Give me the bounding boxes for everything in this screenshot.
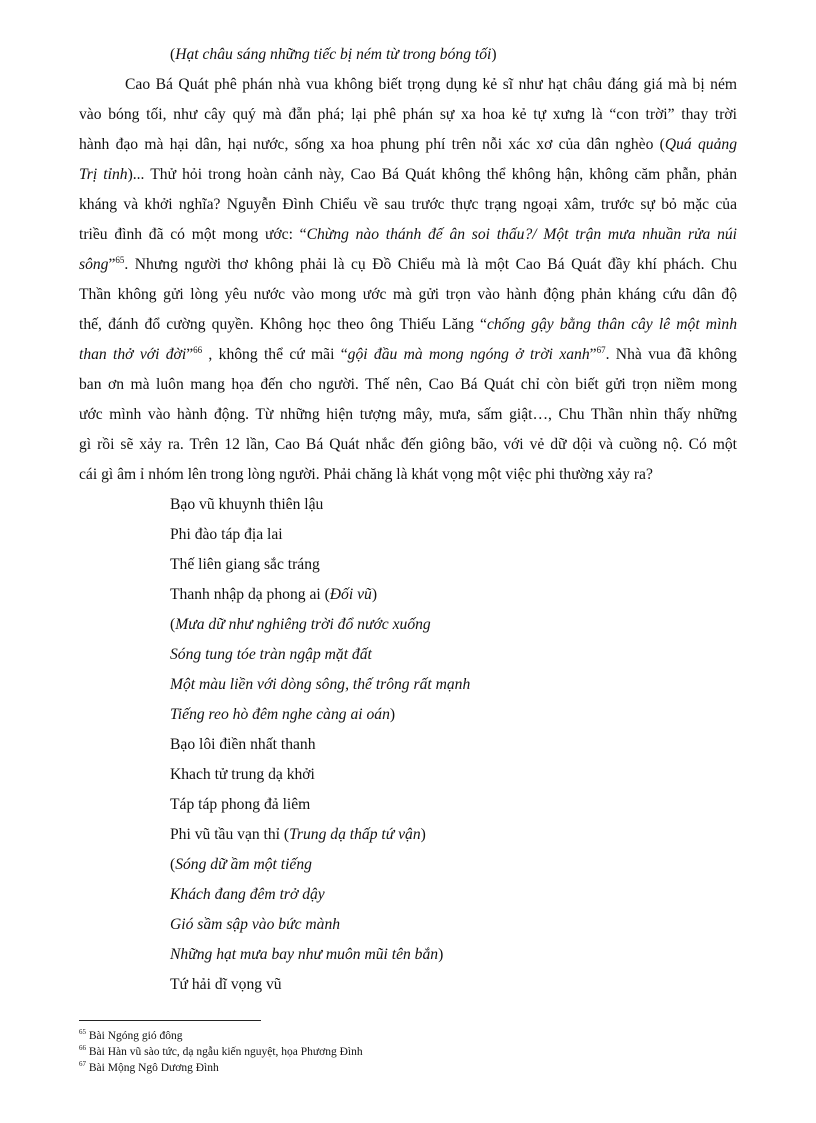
poem-verse: Khach tử trung dạ khởi [170,766,315,783]
footnote-ref-65[interactable]: 65 [115,254,125,265]
poem-translation: Một màu liền với dòng sông, thế trông rất mạnh [170,676,471,693]
poem-verse: Thanh nhập dạ phong ai (Đối vũ) [170,586,378,603]
poem-verse: Phi đào táp địa lai [170,526,283,543]
translated-title-line: (Hạt châu sáng những tiếc bị ném từ trong bóng tối) [170,46,497,63]
poem-verse: Phi vũ tầu vạn thỉ (Trung dạ thấp tứ vận) [170,826,426,843]
footnote-separator [79,1020,261,1021]
paragraph-line: triều đình đã có một mong ước: “Chừng nào thánh đế ân soi thấu?/ Một trận mưa nhuần rửa núi [79,226,737,243]
poem-verse: Bạo vũ khuynh thiên lậu [170,496,324,513]
paragraph-line: thế, đánh đổ cường quyền. Không học theo ông Thiếu Lăng “chống gậy bằng thân cây lê một mình [79,316,737,333]
poem-translation: Những hạt mưa bay như muôn mũi tên bắn) [170,946,444,963]
paragraph-line: sông”$^{65}$. Nhưng người thơ không phải là cụ Đồ Chiểu mà là một Cao Bá Quát đầy khí phách. Chu [79,254,737,273]
paragraph-line: cái gì âm ỉ nhóm lên trong lòng người. Phải chăng là khát vọng một việc phi thường xảy ra? [79,466,653,483]
paragraph-line: Cao Bá Quát phê phán nhà vua không biết trọng dụng kẻ sĩ như hạt châu đáng giá mà bị ném [125,76,737,93]
poem-translation: Sóng tung tóe tràn ngập mặt đất [170,646,372,663]
paragraph-line: vào bóng tối, như cây quý mà đẵn phá; lại phê phán sự xa hoa kẻ tự xưng là “con trời” thay trời [79,106,737,123]
poem-translation: (Mưa dữ như nghiêng trời đổ nước xuống [170,616,431,633]
paragraph-line: hành đạo mà hại dân, hại nước, sống xa hoa phung phí trên nỗi xác xơ của dân nghèo (Quá quảng [79,136,737,153]
footnote-ref-67[interactable]: 67 [596,344,606,355]
poem-title: Trung dạ thấp tứ vận [289,826,421,843]
poem-translation: Tiếng reo hò đêm nghe càng ai oán) [170,706,396,723]
translated-title: Hạt châu sáng những tiếc bị ném từ trong bóng tối [175,46,492,63]
paragraph-line: Thần không gửi lòng yêu nước vào mong ước mà gửi trọn vào hành động phản kháng cứu dân độ [79,286,737,303]
poem-translation: (Sóng dữ ầm một tiếng [170,856,312,873]
footnote-66: $^{66}$ Bài Hàn vũ sào tức, dạ ngẫu kiến nguyệt, họa Phương Đình [79,1044,363,1058]
poem-verse: Tứ hải dĩ vọng vũ [170,976,282,993]
poem-translation: Khách đang đêm trở dậy [170,886,325,903]
poem-verse: Táp táp phong đả liêm [170,796,311,813]
paragraph-line: Trị tỉnh)... Thử hỏi trong hoàn cảnh này, Cao Bá Quát không thể không hận, không căm phẫn, phản [79,166,737,183]
poem-verse: Thế liên giang sắc tráng [170,556,320,573]
paragraph-line: kháng và khởi nghĩa? Nguyễn Đình Chiểu về sau trước thực trạng ngoại xâm, trước sự bỏ mặc của [79,196,737,213]
paragraph-line: ban ơn mà luôn mang họa đến cho người. Thế nên, Cao Bá Quát chỉ còn biết gửi trọn niềm mong [79,376,737,393]
paragraph-line: than thở với đời”$^{66}$ , không thể cứ mãi “gội đầu mà mong ngóng ở trời xanh”$^{67}$. Nhà vua đã không [79,344,737,363]
paragraph-line: ước mình vào hành động. Từ những hiện tượng mây, mưa, sấm giật…, Chu Thần nhìn thấy những [79,406,737,423]
footnote-65: $^{65}$ Bài Ngóng gió đông [79,1028,183,1042]
footnote-ref-66[interactable]: 66 [193,344,203,355]
poem-title: Đối vũ [329,586,372,603]
paragraph-line: gì rồi sẽ xảy ra. Trên 12 lần, Cao Bá Quát nhắc đến giông bão, với vẻ dữ dội và cuồng nộ. Có một [79,436,737,453]
poem-translation: Gió sầm sập vào bức mành [170,916,341,933]
poem-verse: Bạo lôi điền nhất thanh [170,736,316,753]
footnote-67: $^{67}$ Bài Mộng Ngô Dương Đình [79,1060,219,1074]
